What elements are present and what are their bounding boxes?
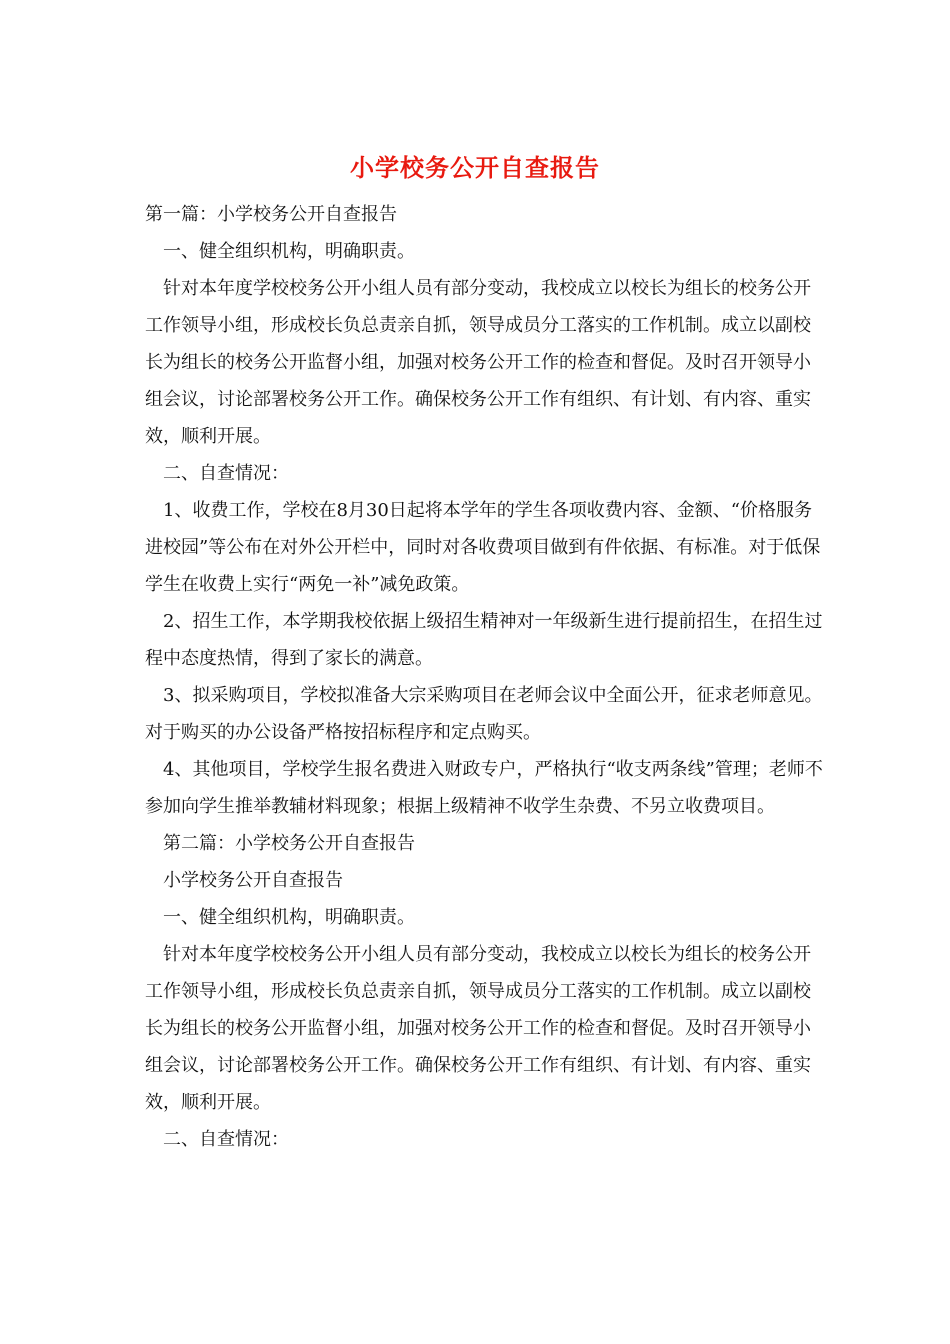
paragraph: 1、收费工作，学校在8月30日起将本学年的学生各项收费内容、金额、“价格服务进校园”等公布在对外公开栏中，同时对各收费项目做到有件依据、有标准。对于低保学生在收费上实行“两免一补”减免政策。	[145, 500, 821, 595]
paragraph: 二、自查情况：	[163, 463, 289, 484]
paragraph: 一、健全组织机构，明确职责。	[163, 907, 415, 928]
paragraph: 2、招生工作，本学期我校依据上级招生精神对一年级新生进行提前招生，在招生过程中态度热情，得到了家长的满意。	[145, 611, 823, 669]
paragraph: 第二篇：小学校务公开自查报告	[163, 833, 415, 854]
paragraph: 小学校务公开自查报告	[163, 870, 343, 891]
document-title: 小学校务公开自查报告	[350, 153, 600, 182]
paragraph: 4、其他项目，学校学生报名费进入财政专户，严格执行“收支两条线”管理；老师不参加向学生推举教辅材料现象；根据上级精神不收学生杂费、不另立收费项目。	[145, 759, 823, 817]
paragraph: 针对本年度学校校务公开小组人员有部分变动，我校成立以校长为组长的校务公开工作领导小组，形成校长负总责亲自抓，领导成员分工落实的工作机制。成立以副校长为组长的校务公开监督小组，加强对校务公开工作的检查和督促。及时召开领导小组会议，讨论部署校务公开工作。确保校务公开工作有组织、有计划、有内容、重实效，顺利开展。	[145, 278, 811, 447]
paragraph: 一、健全组织机构，明确职责。	[163, 241, 415, 262]
paragraph: 二、自查情况：	[163, 1129, 289, 1150]
paragraph: 针对本年度学校校务公开小组人员有部分变动，我校成立以校长为组长的校务公开工作领导小组，形成校长负总责亲自抓，领导成员分工落实的工作机制。成立以副校长为组长的校务公开监督小组，加强对校务公开工作的检查和督促。及时召开领导小组会议，讨论部署校务公开工作。确保校务公开工作有组织、有计划、有内容、重实效，顺利开展。	[145, 944, 811, 1113]
paragraph: 第一篇：小学校务公开自查报告	[145, 204, 397, 225]
document-body	[145, 196, 825, 1158]
paragraph: 3、拟采购项目，学校拟准备大宗采购项目在老师会议中全面公开，征求老师意见。对于购买的办公设备严格按招标程序和定点购买。	[145, 685, 823, 743]
